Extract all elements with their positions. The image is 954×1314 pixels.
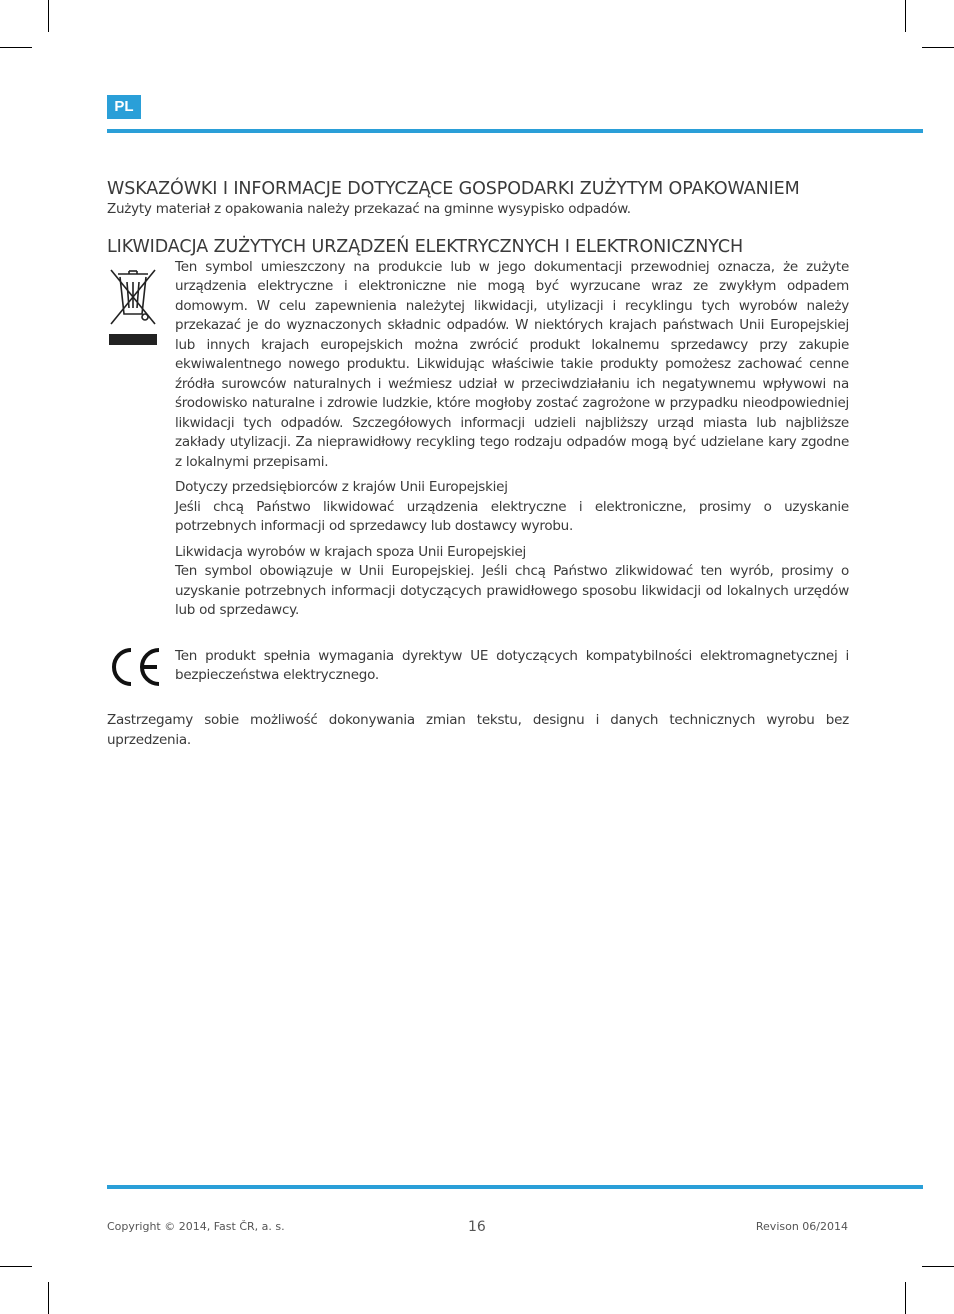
page-content [107,178,849,750]
language-badge: PL [107,95,141,119]
crop-mark [0,47,32,48]
eu-business-title: Dotyczy przedsiębiorców z krajów Unii Europejskiej [175,479,508,495]
packaging-heading: WSKAZÓWKI I INFORMACJE DOTYCZĄCE GOSPODARKI ZUŻYTYM OPAKOWANIEM [107,179,800,199]
crop-mark [922,47,954,48]
crop-mark [922,1266,954,1267]
weee-paragraph: Ten symbol umieszczony na produkcie lub w jego dokumentacji przewodniej oznacza, że zużyte urządzenia elektryczne i elektroniczne nie mogą być wyrzucane wraz ze zwykłym odpadem domowym. W celu zapewnienia należytej likwidacji, utylizacji i recyklingu tych wyrobów należy przekazać je do wyznaczonych składnic odpadów. W niektórych krajach państwach Unii Europejskiej lub innych krajach europejskich można zwrócić produkt lokalnemu sprzedawcy przy zakupie ekwiwalentnego nowego produktu. Likwidując właściwie takie produkty pomożesz zachować cenne źródła surowców naturalnych i weźmiesz udział w przeciwdziałaniu ich negatywnemu wpływowi na środowisko naturalne i zdrowie ludzkie, które mogłoby zostać zagrożone w przypadku nieodpowiedniej likwidacji tych odpadów. Szczegółowych informacji udzieli najbliższy urząd miasta lub najbliższe zakłady utylizacji. Za nieprawidłowy recykling tego rodzaju odpadów mogą być udzielane kary zgodne z lokalnymi przepisami. [175,258,849,470]
weee-heading: LIKWIDACJA ZUŻYTYCH URZĄDZEŃ ELEKTRYCZNYCH I ELEKTRONICZNYCH [107,236,744,257]
ce-text: Ten produkt spełnia wymagania dyrektyw UE dotyczących kompatybilności elektromagnetycznej i bezpieczeństwa elektrycznego. [175,647,849,683]
non-eu-text: Ten symbol obowiązuje w Unii Europejskiej. Jeśli chcą Państwo zlikwidować ten wyrób, prosimy o uzyskanie potrzebnych informacji dotyczących prawidłowego sposobu likwidacji od lokalnych urzędów lub od sprzedawcy. [175,563,849,618]
ce-section [107,647,849,694]
footer-rule [107,1185,923,1189]
crop-mark [0,1266,32,1267]
footer-revision: Revison 06/2014 [755,1220,848,1233]
non-eu-title: Likwidacja wyrobów w krajach spoza Unii Europejskiej [175,543,527,560]
crop-mark [48,1282,49,1314]
page-number: 16 [468,1219,486,1235]
eu-business-text: Jeśli chcą Państwo likwidować urządzenia elektryczne i elektroniczne, prosimy o uzyskanie potrzebnych informacji od sprzedawcy lub dostawcy wyrobu. [175,498,849,534]
crop-mark [905,1282,906,1314]
crossed-out-wheelie-bin-icon [107,258,175,627]
header-rule [107,129,923,133]
packaging-section [107,178,849,220]
non-eu-section [175,543,849,621]
packaging-text: Zużyty materiał z opakowania należy przekazać na gminne wysypisko odpadów. [107,201,631,217]
eu-business-section [175,478,849,537]
crop-mark [48,0,49,32]
ce-mark-icon [107,647,175,694]
weee-section [107,236,849,627]
disclaimer-text: Zastrzegamy sobie możliwość dokonywania zmian tekstu, designu i danych technicznych wyrobu bez uprzedzenia. [107,712,849,748]
crop-mark [905,0,906,32]
footer-copyright: Copyright © 2014, Fast ČR, a. s. [107,1220,285,1233]
